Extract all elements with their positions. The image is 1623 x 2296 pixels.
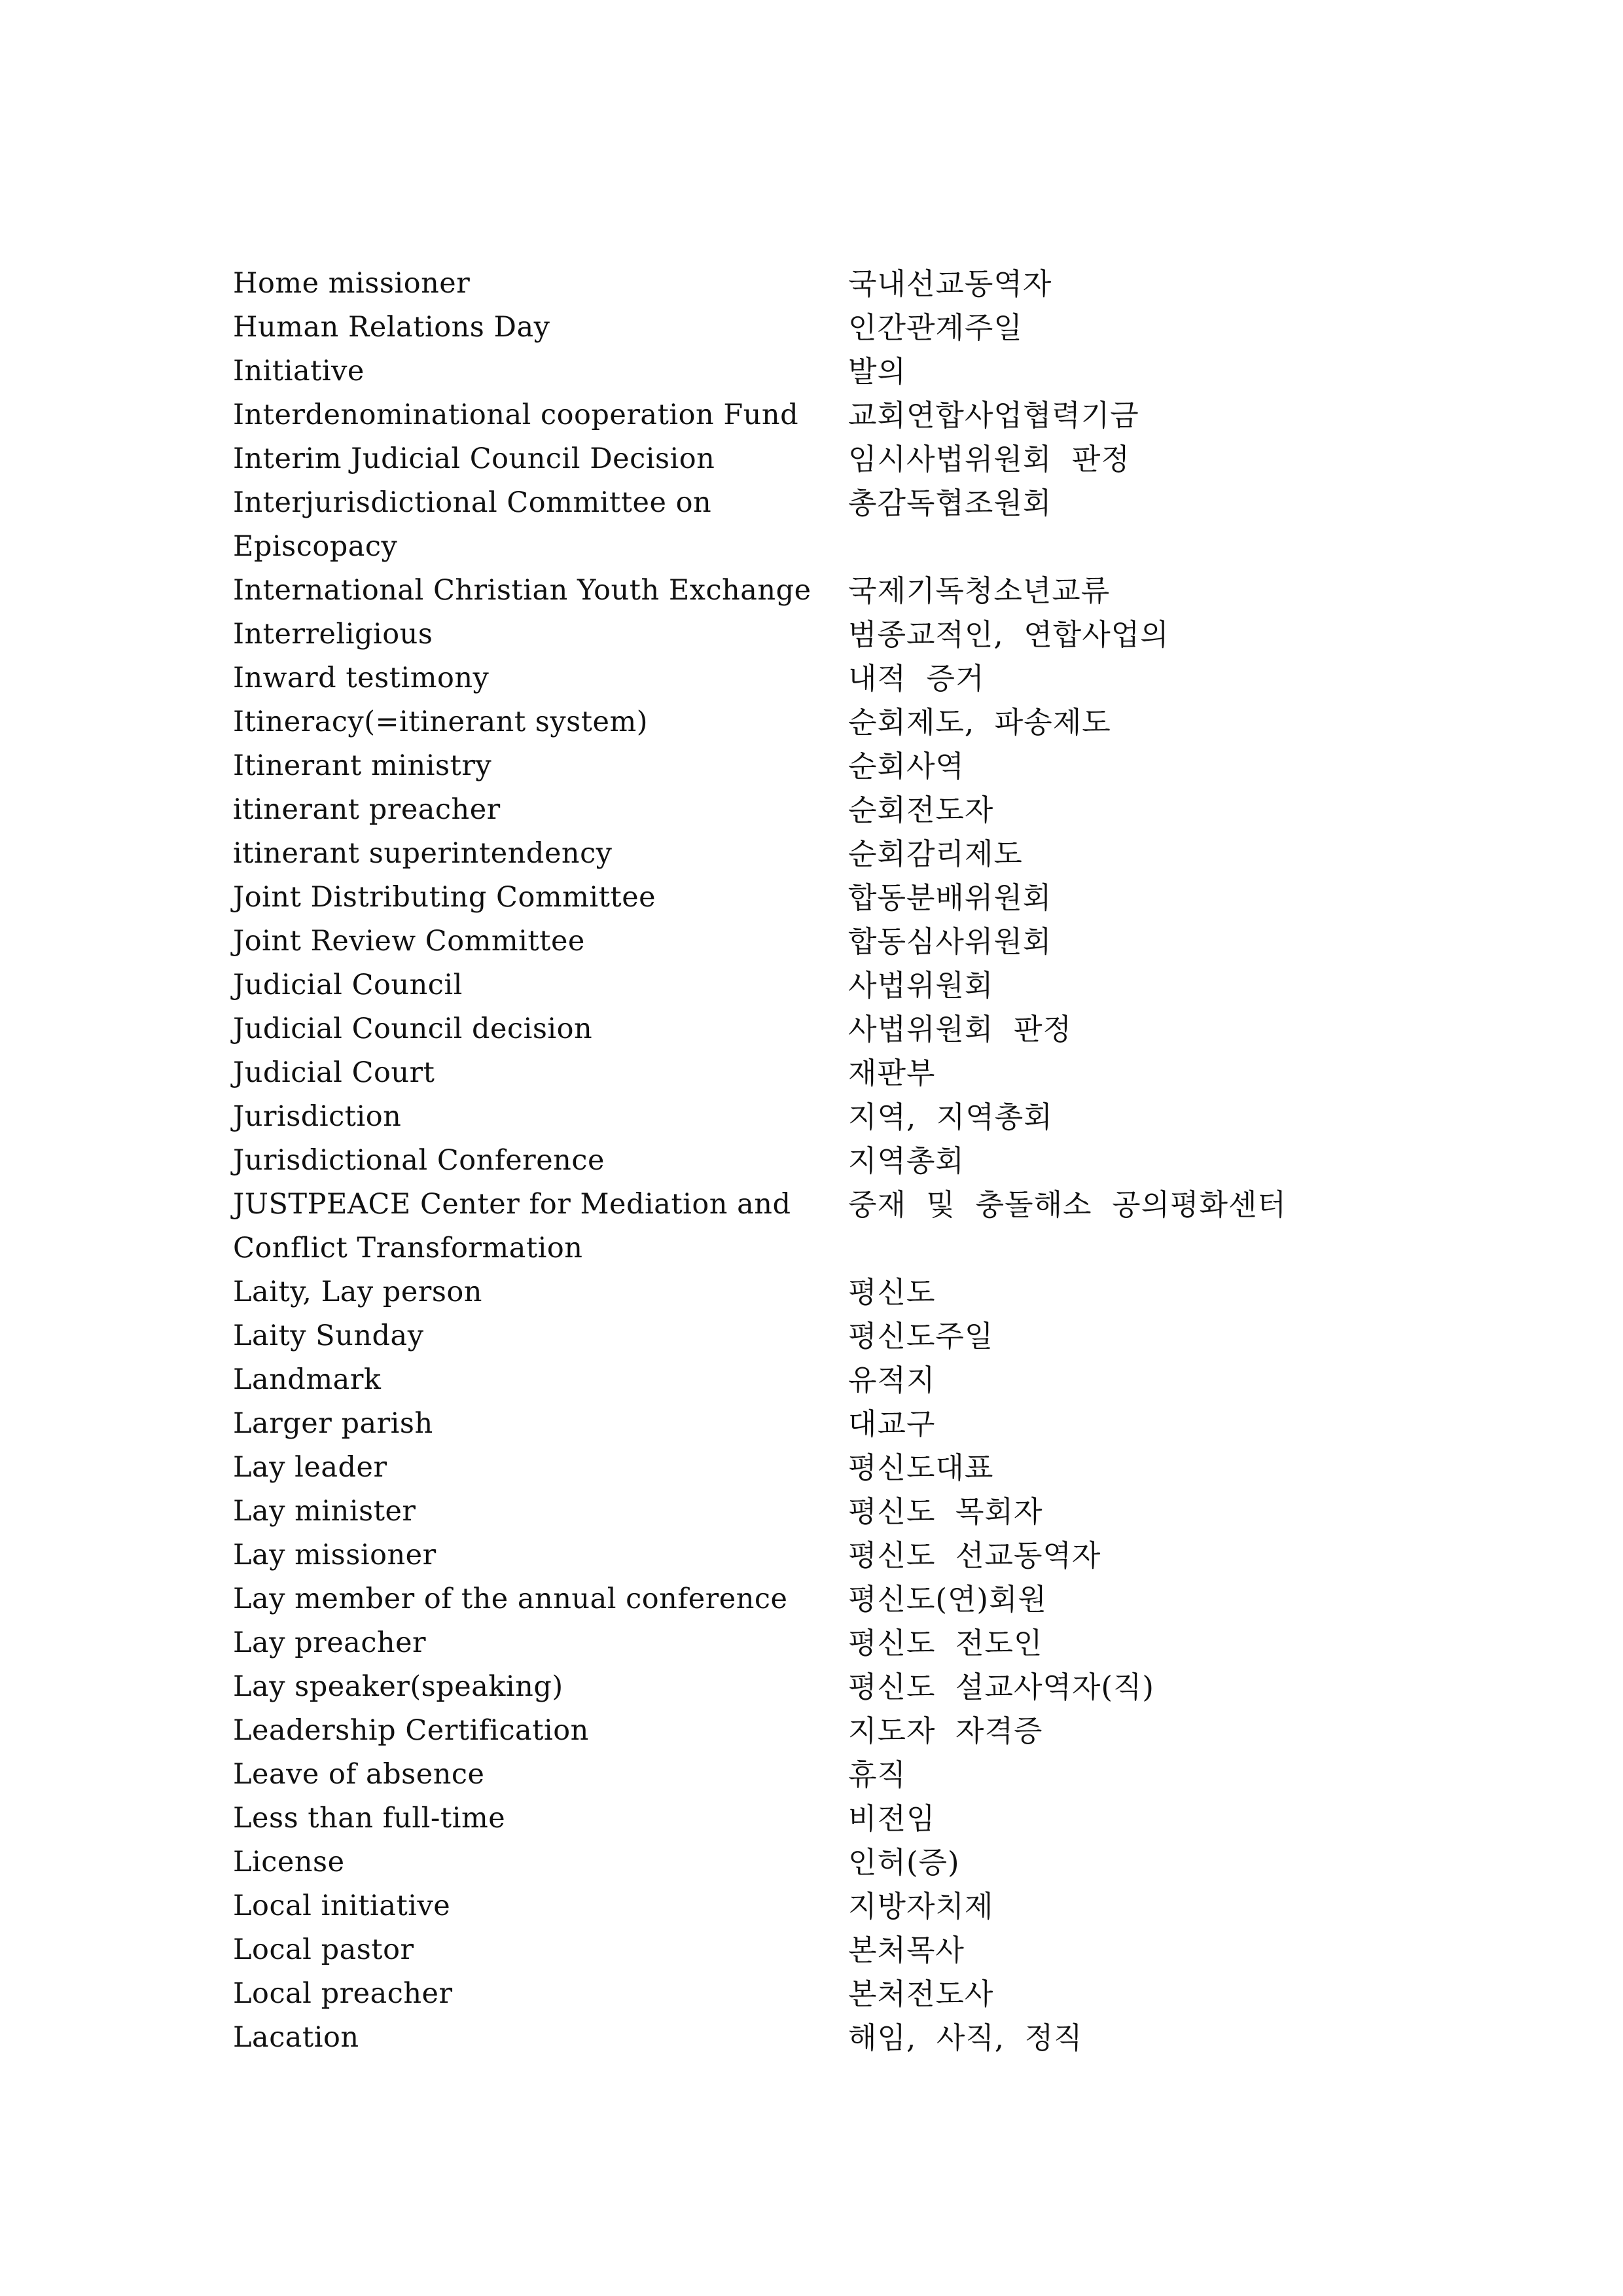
glossary-entry [233, 700, 1411, 744]
korean-translation: 평신도(연)회원 [848, 1582, 1047, 1617]
english-term: Joint Distributing Committee [233, 881, 656, 914]
glossary-entry [233, 1007, 1411, 1051]
english-term: JUSTPEACE Center for Mediation and Conflict Transformation [233, 1188, 791, 1265]
glossary-entry [233, 1314, 1411, 1358]
glossary-entry [233, 1139, 1411, 1183]
glossary-entry [233, 1753, 1411, 1797]
glossary-entry [233, 569, 1411, 613]
glossary-entry [233, 1840, 1411, 1884]
korean-translation: 인허(증) [848, 1845, 960, 1880]
korean-translation: 순회전도자 [848, 793, 994, 827]
korean-translation: 평신도 전도인 [848, 1626, 1043, 1660]
english-term: Jurisdiction [233, 1100, 402, 1133]
glossary-entry [233, 1490, 1411, 1534]
english-term: Lay speaker(speaking) [233, 1670, 563, 1703]
english-term: Initiative [233, 355, 365, 387]
glossary-entry [233, 1665, 1411, 1709]
glossary-entry [233, 920, 1411, 963]
english-term: Lay preacher [233, 1626, 427, 1659]
glossary-entry [233, 350, 1411, 393]
korean-translation: 평신도대표 [848, 1450, 994, 1485]
korean-translation: 본처목사 [848, 1933, 965, 1967]
glossary-entry [233, 1534, 1411, 1577]
glossary-entry [233, 1884, 1411, 1928]
korean-translation: 총감독협조원회 [848, 486, 1052, 520]
english-term: Human Relations Day [233, 311, 550, 344]
english-term: Local initiative [233, 1890, 451, 1922]
korean-translation: 합동심사위원회 [848, 924, 1052, 959]
korean-translation: 유적지 [848, 1363, 936, 1397]
glossary-list [233, 262, 1411, 2060]
korean-translation: 사법위원회 판정 [848, 1012, 1072, 1047]
korean-translation: 국내선교동역자 [848, 266, 1052, 301]
korean-translation: 지역, 지역총회 [848, 1100, 1053, 1134]
korean-translation: 합동분배위원회 [848, 880, 1052, 915]
english-term: Lacation [233, 2021, 359, 2054]
english-term: License [233, 1846, 345, 1878]
english-term: Inward testimony [233, 662, 490, 694]
english-term: Itineracy(=itinerant system) [233, 706, 648, 738]
korean-translation: 대교구 [848, 1407, 936, 1441]
korean-translation: 본처전도사 [848, 1977, 994, 2011]
english-term: Home missioner [233, 267, 471, 300]
glossary-entry [233, 744, 1411, 788]
glossary-entry [233, 876, 1411, 920]
english-term: Judicial Court [233, 1056, 435, 1089]
korean-translation: 국제기독청소년교류 [848, 573, 1111, 608]
english-term: Leadership Certification [233, 1714, 589, 1747]
english-term: Judicial Council decision [233, 1013, 593, 1045]
english-term: itinerant preacher [233, 793, 501, 826]
korean-translation: 평신도 선교동역자 [848, 1538, 1101, 1573]
glossary-entry [233, 393, 1411, 437]
english-term: Lay missioner [233, 1539, 437, 1571]
english-term: Interjurisdictional Committee on Episcopacy [233, 486, 712, 563]
glossary-entry [233, 262, 1411, 306]
english-term: Laity, Lay person [233, 1276, 482, 1308]
glossary-entry [233, 1621, 1411, 1665]
english-term: Laity Sunday [233, 1319, 424, 1352]
glossary-entry [233, 1797, 1411, 1840]
korean-translation: 순회감리제도 [848, 836, 1023, 871]
english-term: Interim Judicial Council Decision [233, 442, 715, 475]
glossary-entry [233, 832, 1411, 876]
english-term: Landmark [233, 1363, 382, 1396]
english-term: Local preacher [233, 1977, 453, 2010]
glossary-entry [233, 2016, 1411, 2060]
english-term: Less than full-time [233, 1802, 506, 1835]
glossary-entry [233, 1402, 1411, 1446]
english-term: International Christian Youth Exchange [233, 574, 812, 607]
korean-translation: 내적 증거 [848, 661, 985, 696]
glossary-entry [233, 1577, 1411, 1621]
korean-translation: 범종교적인, 연합사업의 [848, 617, 1169, 652]
korean-translation: 사법위원회 [848, 968, 994, 1003]
glossary-entry [233, 481, 1411, 569]
glossary-entry [233, 1709, 1411, 1753]
english-term: Lay leader [233, 1451, 387, 1484]
korean-translation: 평신도 목회자 [848, 1494, 1043, 1529]
english-term: Leave of absence [233, 1758, 485, 1791]
glossary-entry [233, 613, 1411, 656]
glossary-entry [233, 1358, 1411, 1402]
korean-translation: 교회연합사업협력기금 [848, 398, 1139, 433]
glossary-entry [233, 1972, 1411, 2016]
glossary-entry [233, 1051, 1411, 1095]
korean-translation: 휴직 [848, 1757, 906, 1792]
korean-translation: 발의 [848, 354, 906, 389]
english-term: Judicial Council [233, 969, 463, 1001]
english-term: Lay minister [233, 1495, 416, 1528]
korean-translation: 재판부 [848, 1056, 936, 1090]
english-term: Jurisdictional Conference [233, 1144, 605, 1177]
korean-translation: 평신도주일 [848, 1319, 994, 1354]
english-term: Local pastor [233, 1933, 414, 1966]
korean-translation: 지도자 자격증 [848, 1713, 1043, 1748]
korean-translation: 지방자치제 [848, 1889, 994, 1924]
korean-translation: 평신도 설교사역자(직) [848, 1670, 1154, 1704]
english-term: itinerant superintendency [233, 837, 613, 870]
glossary-entry [233, 306, 1411, 350]
glossary-entry [233, 1270, 1411, 1314]
glossary-entry [233, 1183, 1411, 1270]
glossary-entry [233, 437, 1411, 481]
glossary-entry [233, 788, 1411, 832]
glossary-entry [233, 963, 1411, 1007]
korean-translation: 임시사법위원회 판정 [848, 442, 1130, 476]
korean-translation: 중재 및 충돌해소 공의평화센터 [848, 1187, 1287, 1222]
glossary-entry [233, 656, 1411, 700]
korean-translation: 평신도 [848, 1275, 936, 1310]
korean-translation: 해임, 사직, 정직 [848, 2020, 1083, 2055]
english-term: Interreligious [233, 618, 433, 651]
glossary-entry [233, 1928, 1411, 1972]
english-term: Itinerant ministry [233, 749, 492, 782]
korean-translation: 지역총회 [848, 1143, 965, 1178]
english-term: Larger parish [233, 1407, 433, 1440]
english-term: Interdenominational cooperation Fund [233, 399, 799, 431]
english-term: Lay member of the annual conference [233, 1583, 788, 1615]
korean-translation: 인간관계주일 [848, 310, 1023, 345]
korean-translation: 비전임 [848, 1801, 936, 1836]
glossary-entry [233, 1095, 1411, 1139]
english-term: Joint Review Committee [233, 925, 585, 958]
korean-translation: 순회사역 [848, 749, 965, 783]
glossary-entry [233, 1446, 1411, 1490]
korean-translation: 순회제도, 파송제도 [848, 705, 1111, 740]
